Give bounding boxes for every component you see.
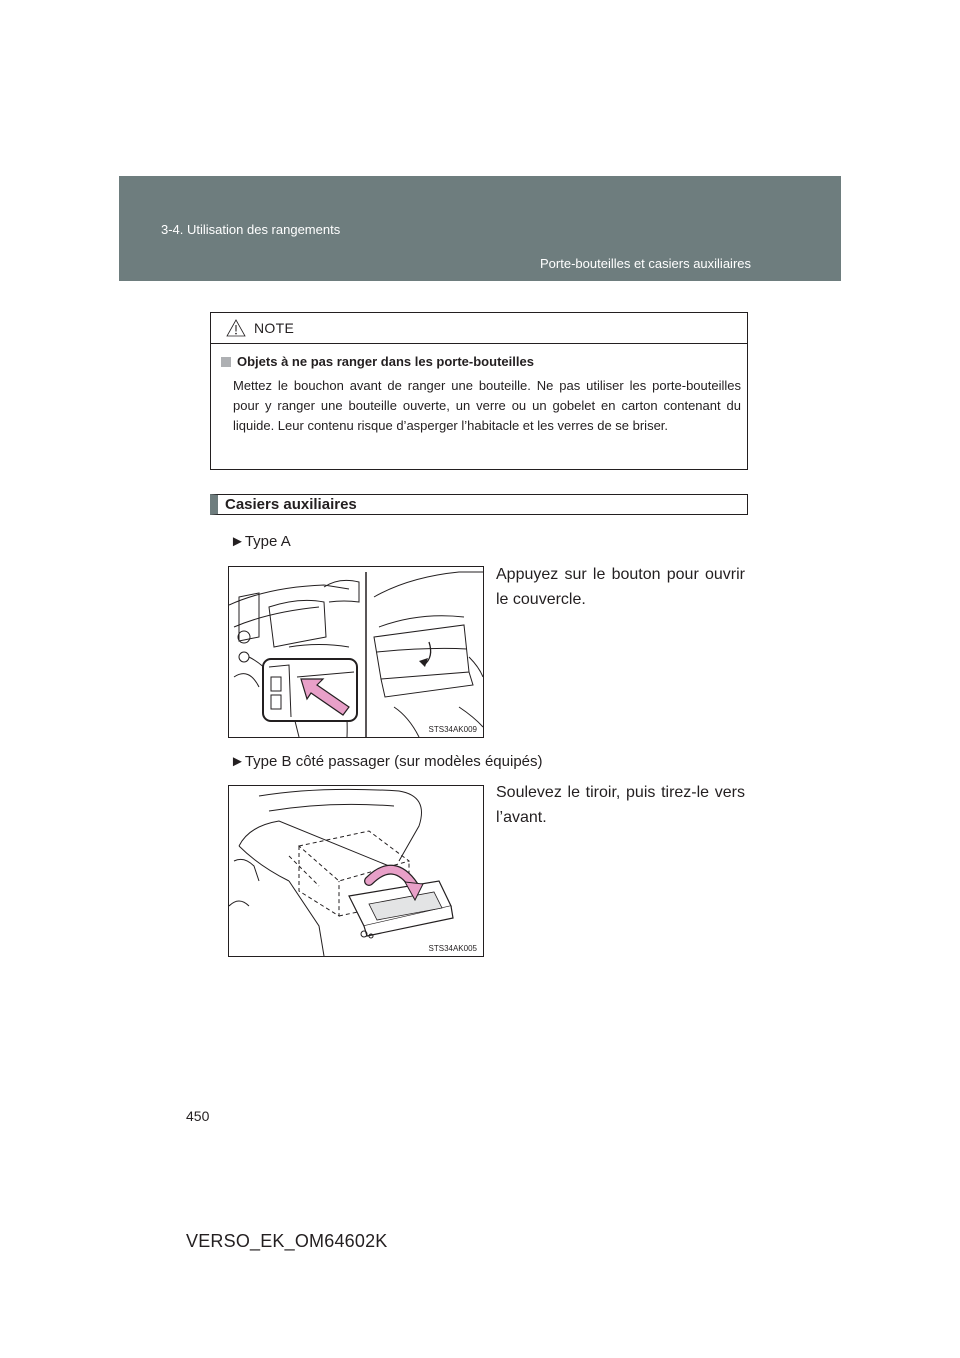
type-a-label: ►Type A <box>230 533 291 550</box>
document-code: VERSO_EK_OM64602K <box>186 1231 388 1251</box>
note-text: Mettez le bouchon avant de ranger une bouteille. Ne pas utiliser les porte-bouteilles pour y ranger une bouteille ouverte, un verre ou un gobelet en carton contenant du liquide. Leur contenu risque d’asperger l’habitacle et les verres de se briser. <box>233 378 741 433</box>
type-b-label: ►Type B côté passager (sur modèles équipés) <box>230 753 543 770</box>
type-a-description: Appuyez sur le bouton pour ouvrir le couvercle. <box>496 566 745 608</box>
note-header <box>211 313 747 344</box>
warning-icon <box>226 319 246 337</box>
page-header <box>119 176 841 281</box>
drawer-drawing <box>229 786 483 956</box>
square-bullet-icon <box>221 357 231 367</box>
section-heading-bar <box>210 494 748 515</box>
note-box <box>210 312 748 470</box>
glovebox-drawing <box>229 567 483 737</box>
glovebox-illustration <box>228 566 484 738</box>
page-number: 450 <box>186 1108 210 1124</box>
note-body <box>211 344 747 436</box>
section-heading: Casiers auxiliaires <box>225 496 357 513</box>
type-b-description: Soulevez le tiroir, puis tirez-le vers l’avant. <box>496 784 745 826</box>
figure-code-a: STS34AK009 <box>428 725 477 734</box>
page-subtitle: Porte-bouteilles et casiers auxiliaires <box>540 256 751 271</box>
note-heading-text: Objets à ne pas ranger dans les porte-bouteilles <box>237 354 534 369</box>
section-title: 3-4. Utilisation des rangements <box>161 222 341 237</box>
note-label: NOTE <box>254 320 295 336</box>
drawer-illustration <box>228 785 484 957</box>
note-heading <box>221 354 741 369</box>
figure-code-b: STS34AK005 <box>428 944 477 953</box>
